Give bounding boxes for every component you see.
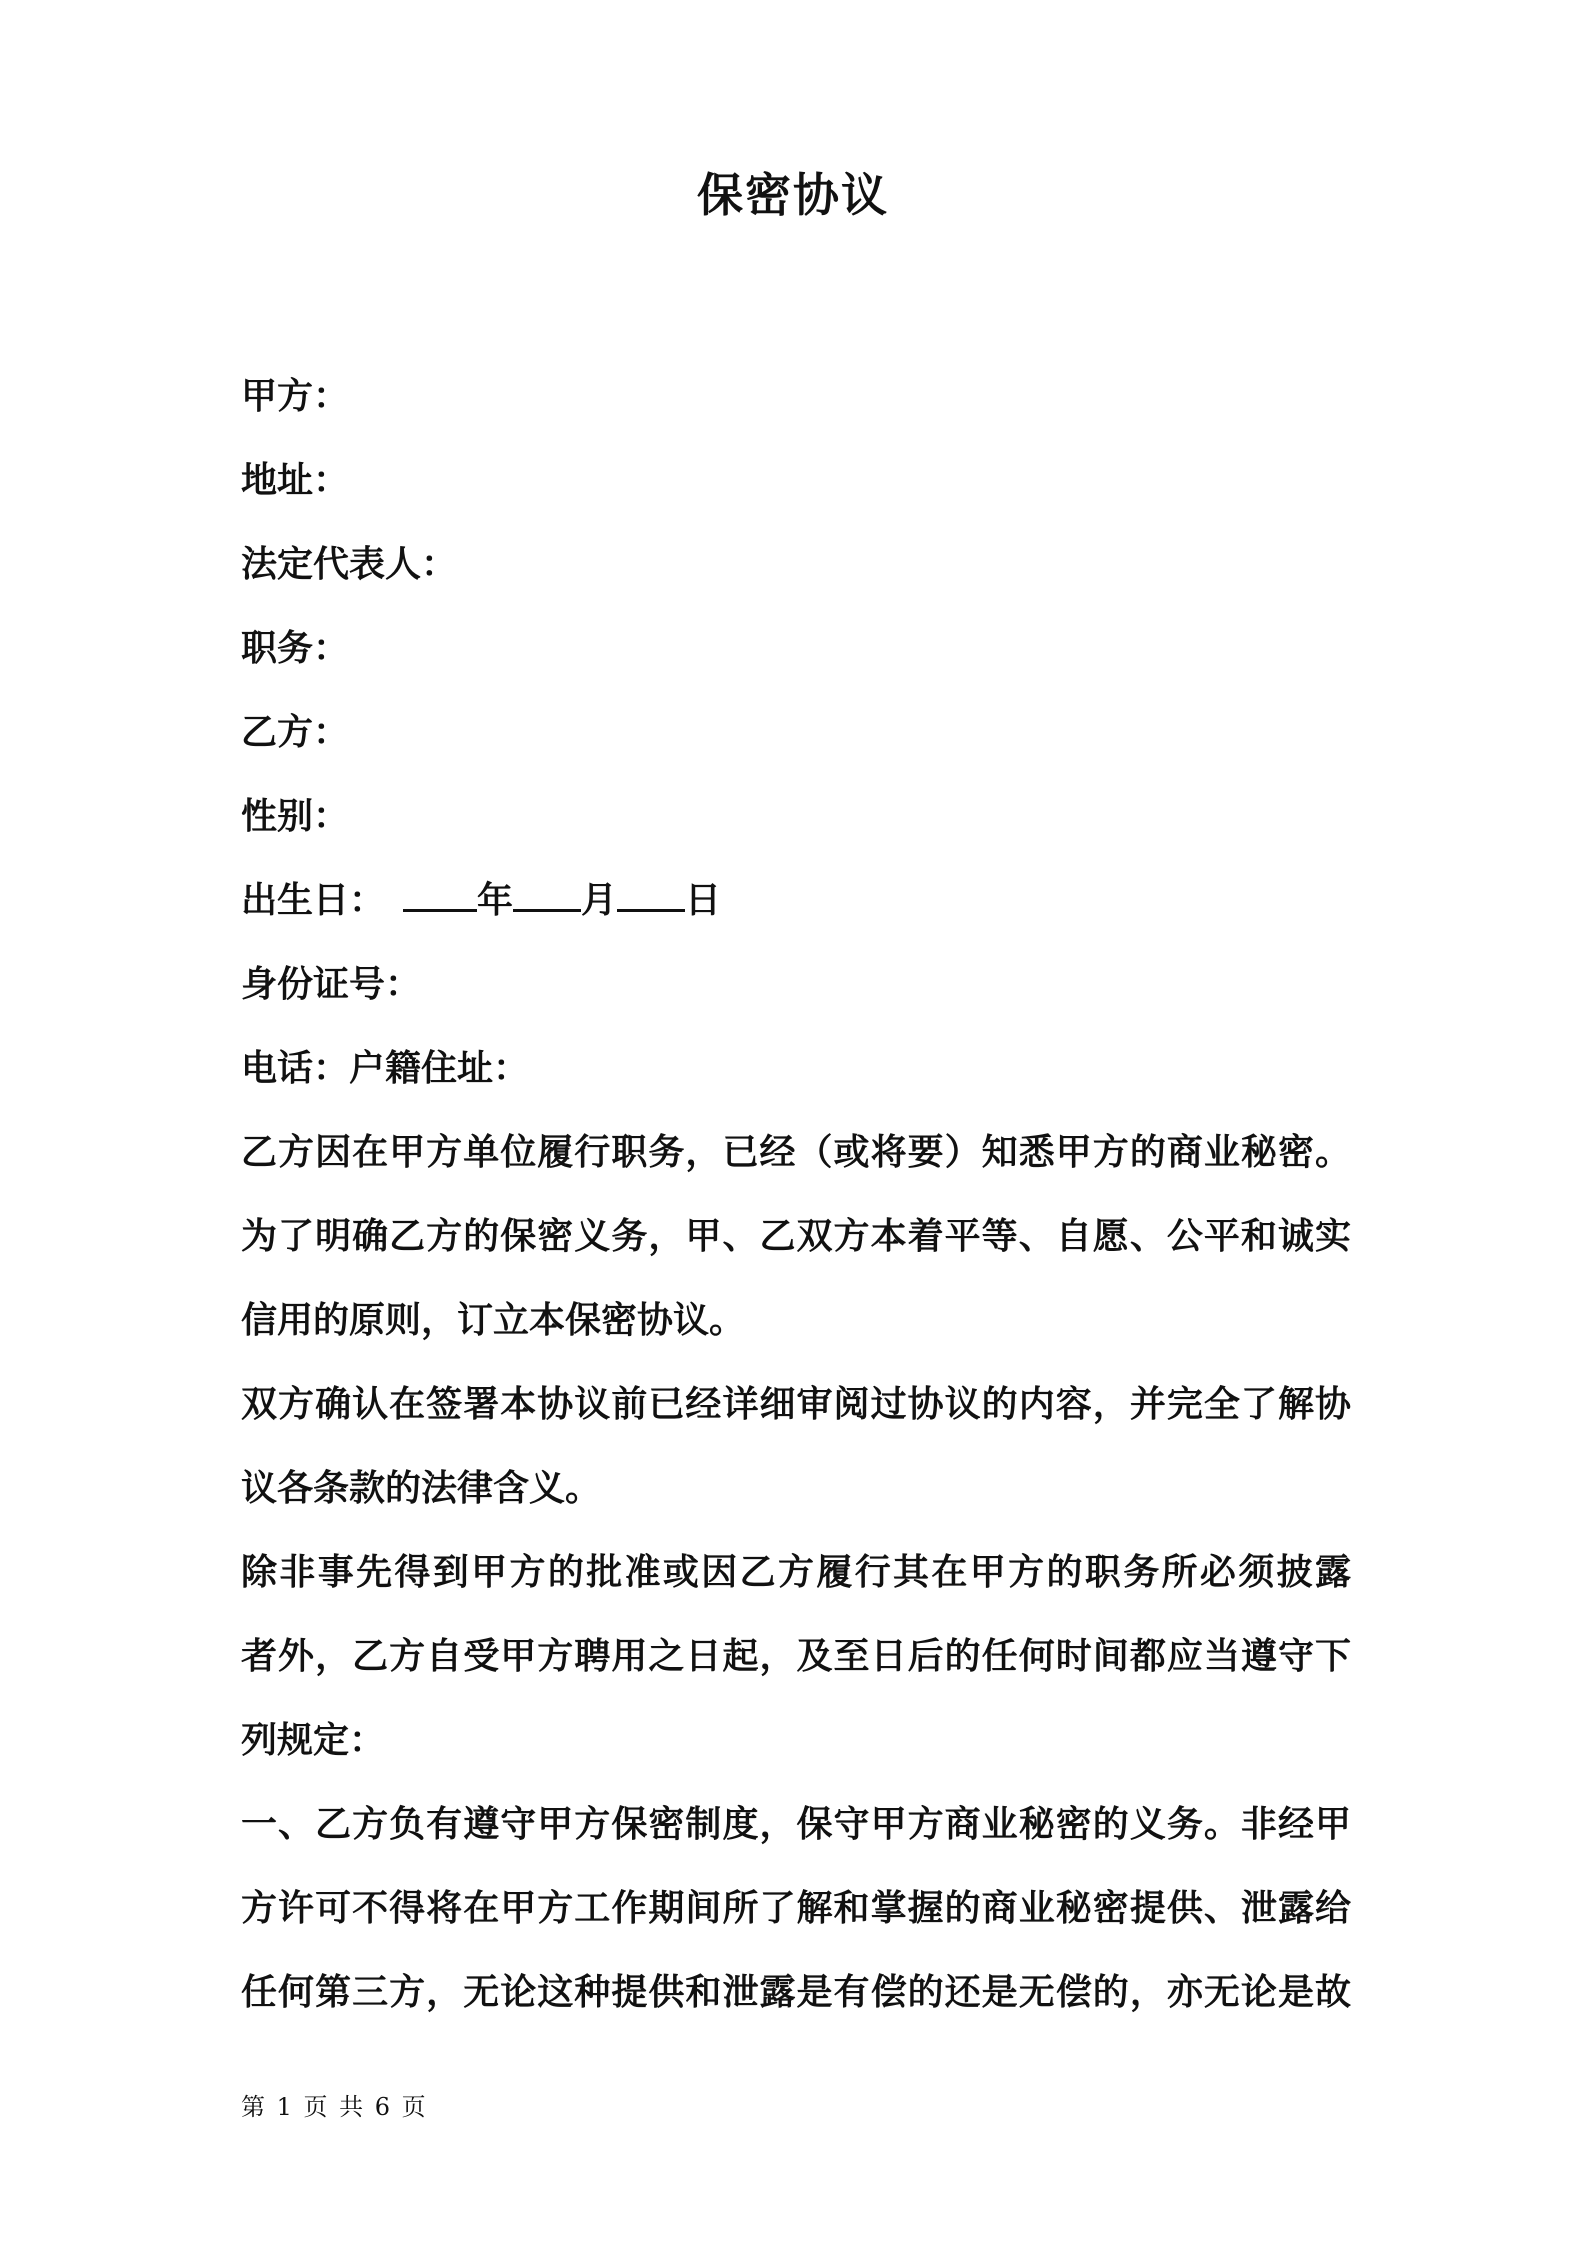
paragraph-1-line-2: 为了明确乙方的保密义务，甲、乙双方本着平等、自愿、公平和诚实 bbox=[241, 1216, 1351, 1257]
paragraph-3-line-2: 者外，乙方自受甲方聘用之日起，及至日后的任何时间都应当遵守下 bbox=[241, 1636, 1351, 1677]
paragraph-2-line-1: 双方确认在签署本协议前已经详细审阅过协议的内容，并完全了解协 bbox=[241, 1384, 1351, 1425]
paragraph-3-line-3: 列规定： bbox=[241, 1720, 386, 1761]
day-label: 日 bbox=[685, 880, 722, 921]
field-gender: 性别： bbox=[241, 796, 350, 837]
year-blank bbox=[403, 879, 477, 912]
paragraph-2-line-2: 议各条款的法律含义。 bbox=[241, 1468, 602, 1509]
paragraph-4-line-2: 方许可不得将在甲方工作期间所了解和掌握的商业秘密提供、泄露给 bbox=[241, 1888, 1351, 1929]
field-id-number: 身份证号： bbox=[241, 964, 422, 1005]
document-body bbox=[241, 355, 1351, 2035]
field-legal-rep: 法定代表人： bbox=[241, 544, 458, 585]
field-address: 地址： bbox=[241, 460, 350, 501]
month-label: 月 bbox=[581, 880, 618, 921]
birthday-label: 出生日： bbox=[241, 880, 386, 921]
paragraph-4-line-3: 任何第三方，无论这种提供和泄露是有偿的还是无偿的，亦无论是故 bbox=[241, 1972, 1351, 2013]
paragraph-4-line-1: 一、乙方负有遵守甲方保密制度，保守甲方商业秘密的义务。非经甲 bbox=[241, 1804, 1351, 1845]
month-blank bbox=[513, 879, 581, 912]
field-birthday bbox=[241, 859, 1351, 943]
day-blank bbox=[617, 879, 685, 912]
year-label: 年 bbox=[477, 880, 514, 921]
paragraph-1-line-1: 乙方因在甲方单位履行职务，已经（或将要）知悉甲方的商业秘密。 bbox=[241, 1132, 1351, 1173]
field-position: 职务： bbox=[241, 628, 350, 669]
page-footer: 第 1 页 共 6 页 bbox=[241, 2093, 428, 2121]
document-title: 保密协议 bbox=[697, 168, 889, 222]
paragraph-1-line-3: 信用的原则，订立本保密协议。 bbox=[241, 1300, 746, 1341]
field-party-a: 甲方： bbox=[241, 376, 350, 417]
paragraph-3-line-1: 除非事先得到甲方的批准或因乙方履行其在甲方的职务所必须披露 bbox=[241, 1552, 1351, 1593]
field-phone-residence: 电话：户籍住址： bbox=[241, 1048, 530, 1089]
field-party-b: 乙方： bbox=[241, 712, 350, 753]
